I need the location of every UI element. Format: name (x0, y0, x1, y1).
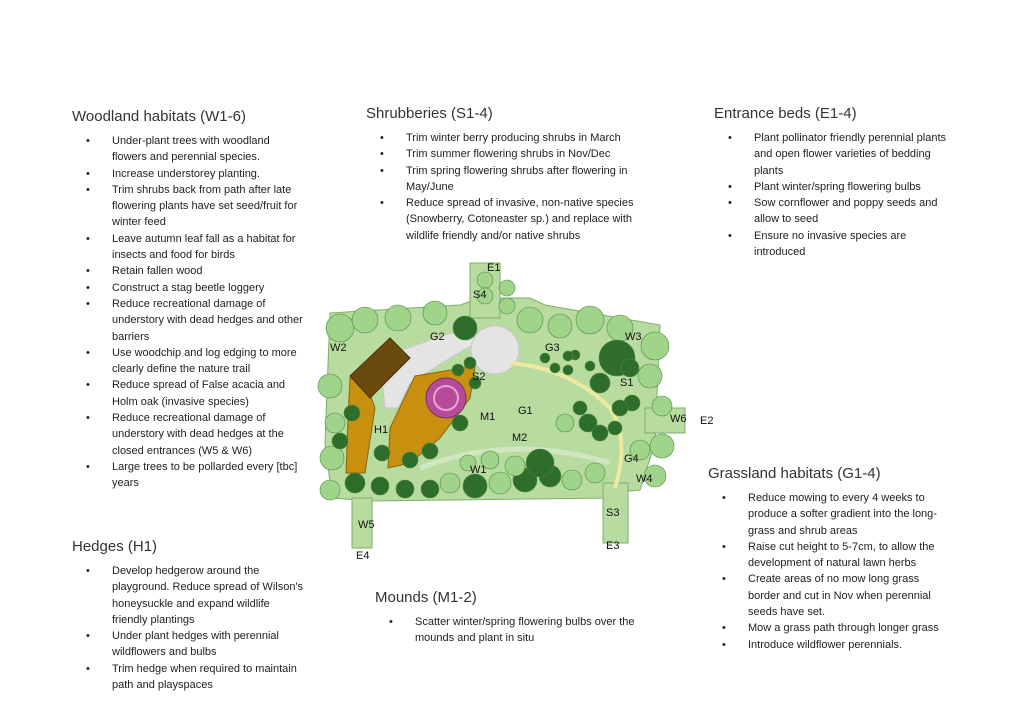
list-item-text: Plant pollinator friendly perennial plants and open flower varieties of bedding plants (754, 132, 947, 177)
tree-icon (621, 359, 639, 377)
list-item-text: Use woodchip and log edging to more clearly define the nature trail (112, 346, 297, 376)
bullet-point: • (728, 229, 732, 242)
list-item-text: Ensure no invasive species are introduced (754, 229, 907, 259)
tree-icon (374, 445, 390, 461)
tree-icon (452, 415, 468, 431)
list-item (72, 231, 307, 264)
list-item (714, 179, 949, 195)
list-item-text: Large trees to be pollarded every [tbc] years (112, 460, 298, 490)
playground (426, 378, 466, 418)
list-item (72, 628, 307, 661)
tree-icon (396, 480, 414, 498)
grassland-title: Grassland habitats (G1-4) (708, 465, 881, 482)
tree-icon (550, 363, 560, 373)
tree-icon (612, 400, 628, 416)
tree-icon (563, 365, 573, 375)
tree-icon (499, 280, 515, 296)
list-item (72, 280, 307, 296)
list-item-text: Create areas of no mow long grass border and cut in Nov when perennial seeds have set. (748, 573, 931, 619)
tree-icon (652, 396, 672, 416)
list-item-text: Trim shrubs back from path after late flowering plants have set seed/fruit for winter feed (112, 183, 298, 229)
list-item (72, 296, 307, 345)
bullet-point: • (380, 197, 384, 210)
label-w6: W6 (670, 413, 687, 425)
mounds-list (375, 614, 655, 647)
label-g3: G3 (545, 342, 560, 354)
list-item (72, 661, 307, 694)
tree-icon (477, 272, 493, 288)
list-item (72, 166, 307, 182)
list-item (708, 539, 943, 572)
tree-icon (576, 306, 604, 334)
mounds-title: Mounds (M1-2) (375, 589, 477, 606)
label-m2: M2 (512, 432, 528, 444)
park-map (310, 258, 714, 563)
label-g2: G2 (430, 331, 445, 343)
bullet-point: • (86, 662, 90, 675)
list-item-text: Leave autumn leaf fall as a habitat for insects and food for birds (112, 232, 296, 262)
bullet-point: • (389, 616, 393, 628)
tree-icon (641, 332, 669, 360)
list-item (366, 163, 644, 196)
list-item (708, 490, 943, 539)
list-item-text: Retain fallen wood (112, 265, 203, 278)
bullet-point: • (728, 132, 732, 144)
bullet-point: • (86, 281, 90, 294)
grassland-list (708, 490, 943, 653)
list-item (366, 146, 644, 162)
tree-icon (326, 314, 354, 342)
list-item (714, 228, 949, 261)
bullet-point: • (86, 412, 90, 425)
tree-icon (585, 463, 605, 483)
tree-icon (505, 456, 525, 476)
bullet-point: • (86, 460, 90, 473)
list-item (714, 130, 949, 179)
bullet-point: • (380, 164, 384, 177)
label-m1: M1 (480, 411, 496, 423)
label-e4: E4 (356, 550, 370, 562)
tree-icon (517, 307, 543, 333)
tree-icon (592, 425, 608, 441)
tree-icon (464, 357, 476, 369)
woodland-title: Woodland habitats (W1-6) (72, 108, 246, 125)
shrubberies-title: Shrubberies (S1-4) (366, 105, 493, 122)
list-item-text: Trim hedge when required to maintain path and playspaces (112, 662, 297, 692)
tree-icon (540, 353, 550, 363)
list-item-text: Sow cornflower and poppy seeds and allow to seed (754, 197, 938, 226)
label-e3: E3 (606, 540, 620, 552)
list-item (72, 459, 307, 492)
list-item (714, 195, 949, 228)
list-item (72, 182, 307, 231)
tree-icon (526, 449, 554, 477)
bullet-point: • (86, 265, 90, 278)
tree-icon (608, 421, 622, 435)
label-e2: E2 (700, 415, 714, 427)
list-item (375, 614, 655, 647)
tree-icon (562, 470, 582, 490)
list-item-text: Mow a grass path through longer grass (748, 622, 939, 635)
label-s1: S1 (620, 377, 634, 389)
hedges-title: Hedges (H1) (72, 538, 158, 555)
list-item (708, 637, 943, 653)
hedges-section (72, 538, 307, 693)
tree-icon (320, 446, 344, 470)
tree-icon (371, 477, 389, 495)
tree-icon (402, 452, 418, 468)
bullet-point: • (380, 132, 384, 144)
tree-icon (463, 474, 487, 498)
tree-icon (638, 364, 662, 388)
list-item (708, 571, 943, 620)
list-item-text: Scatter winter/spring flowering bulbs over the mounds and plant in situ (415, 616, 635, 645)
list-item (72, 410, 307, 459)
label-w5: W5 (358, 519, 375, 531)
label-s4: S4 (473, 289, 487, 301)
label-w1: W1 (470, 464, 487, 476)
bullet-point: • (86, 135, 90, 147)
entrance-beds-list (714, 130, 949, 260)
list-item-text: Construct a stag beetle loggery (112, 281, 265, 294)
label-w4: W4 (636, 473, 653, 485)
tree-icon (590, 373, 610, 393)
tree-icon (344, 405, 360, 421)
woodland-list (72, 133, 307, 492)
label-g1: G1 (518, 405, 533, 417)
label-w3: W3 (625, 331, 642, 343)
list-item-text: Under-plant trees with woodland flowers and perennial species. (112, 135, 270, 164)
bullet-point: • (722, 492, 726, 504)
list-item-text: Develop hedgerow around the playground. Reduce spread of Wilson's honeysuckle and expand wildlife friendly plantings (112, 565, 304, 626)
bullet-point: • (728, 197, 732, 210)
list-item-text: Trim winter berry producing shrubs in March (406, 132, 621, 144)
list-item (366, 195, 644, 244)
bullet-point: • (86, 630, 90, 643)
list-item-text: Raise cut height to 5-7cm, to allow the development of natural lawn herbs (748, 540, 935, 570)
list-item (72, 377, 307, 410)
mounds-section (375, 589, 655, 647)
list-item (366, 130, 644, 146)
list-item (708, 620, 943, 636)
shrubberies-list (366, 130, 644, 244)
woodland-section (72, 108, 307, 492)
list-item-text: Reduce mowing to every 4 weeks to produce a softer gradient into the long-grass and shrub areas (748, 492, 937, 537)
list-item-text: Trim spring flowering shrubs after flowering in May/June (406, 164, 628, 193)
tree-icon (345, 473, 365, 493)
label-g4: G4 (624, 453, 639, 465)
tree-icon (440, 473, 460, 493)
bullet-point: • (722, 573, 726, 586)
list-item-text: Under plant hedges with perennial wildflowers and bulbs (112, 630, 279, 659)
tree-icon (453, 316, 477, 340)
list-item-text: Plant winter/spring flowering bulbs (754, 180, 921, 193)
tree-icon (352, 307, 378, 333)
bullet-point: • (86, 232, 90, 245)
bullet-point: • (722, 622, 726, 635)
tree-icon (563, 351, 573, 361)
bullet-point: • (86, 379, 90, 392)
bullet-point: • (86, 167, 90, 180)
grassland-section (708, 465, 943, 653)
shrubberies-section (366, 105, 644, 244)
list-item-text: Reduce recreational damage of understory with dead hedges at the closed entrances (W5 & W6) (112, 412, 284, 457)
list-item-text: Reduce spread of False acacia and Holm oak (invasive species) (112, 379, 286, 408)
label-w2: W2 (330, 342, 347, 354)
tree-icon (320, 480, 340, 500)
label-h1: H1 (374, 424, 389, 436)
list-item-text: Reduce spread of invasive, non-native species (Snowberry, Cotoneaster sp.) and replace with wildlife friendly and/or native shrubs (406, 197, 634, 242)
bullet-point: • (86, 346, 90, 359)
tree-icon (573, 401, 587, 415)
list-item-text: Reduce recreational damage of understory with dead hedges and other barriers (112, 297, 303, 343)
bullet-point: • (380, 148, 384, 161)
list-item (72, 345, 307, 378)
list-item-text: Increase understorey planting. (112, 167, 260, 180)
tree-icon (650, 434, 674, 458)
tree-icon (318, 374, 342, 398)
label-s3: S3 (606, 507, 620, 519)
bullet-point: • (722, 540, 726, 553)
tree-icon (385, 305, 411, 331)
tree-icon (325, 413, 345, 433)
tree-icon (489, 472, 511, 494)
tree-icon (422, 443, 438, 459)
bullet-point: • (86, 297, 90, 310)
tree-icon (548, 314, 572, 338)
tree-icon (332, 433, 348, 449)
tree-icon (452, 364, 464, 376)
label-s2: S2 (472, 371, 486, 383)
tree-icon (585, 361, 595, 371)
list-item (72, 563, 307, 628)
list-item-text: Trim summer flowering shrubs in Nov/Dec (406, 148, 611, 161)
bullet-point: • (728, 180, 732, 193)
tree-icon (423, 301, 447, 325)
entrance-beds-title: Entrance beds (E1-4) (714, 105, 857, 122)
bullet-point: • (722, 638, 726, 651)
list-item (72, 263, 307, 279)
tree-icon (421, 480, 439, 498)
bullet-point: • (86, 183, 90, 196)
bullet-point: • (86, 565, 90, 577)
list-item (72, 133, 307, 166)
list-item-text: Introduce wildflower perennials. (748, 638, 903, 651)
tree-icon (556, 414, 574, 432)
tree-icon (499, 298, 515, 314)
central-roundabout (471, 326, 519, 374)
entrance-beds-section (714, 105, 949, 260)
label-e1: E1 (487, 262, 501, 274)
hedges-list (72, 563, 307, 693)
